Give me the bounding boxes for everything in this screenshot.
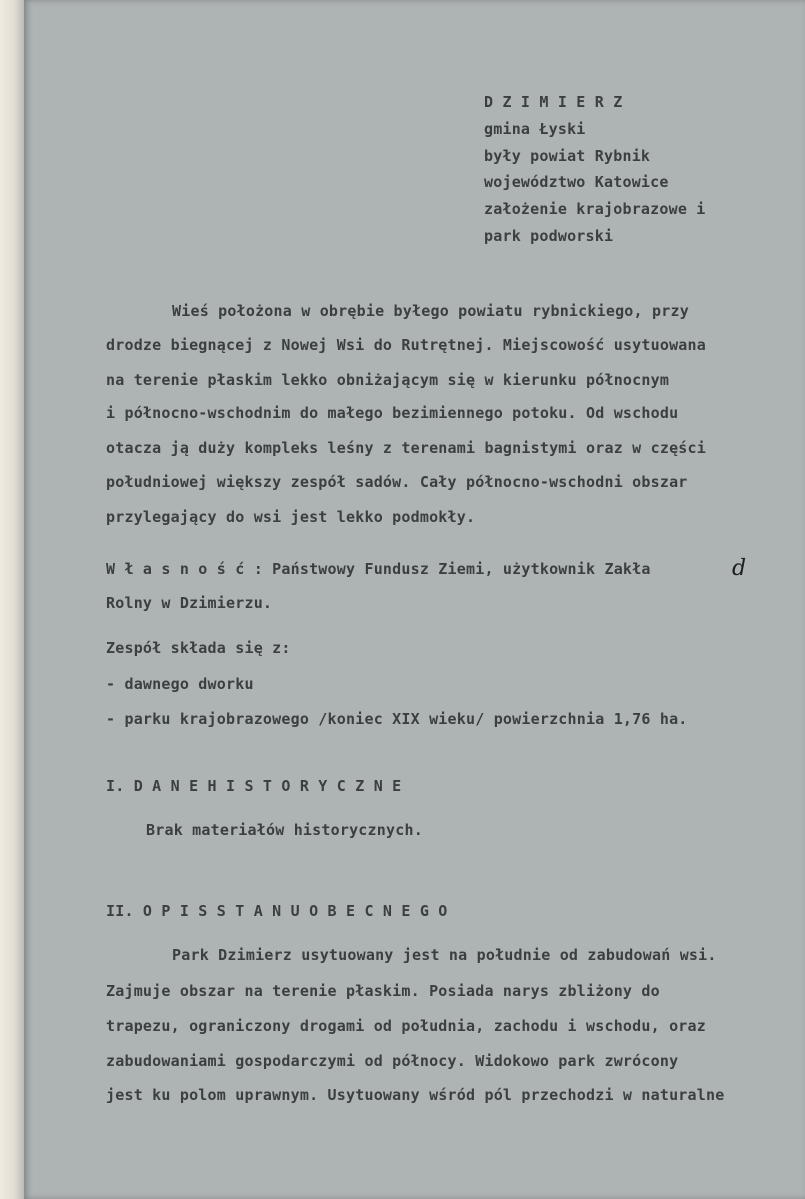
complex-item-2: - parku krajobrazowego /koniec XIX wieku/ powierzchnia 1,76 ha. (106, 710, 688, 728)
ownership-line-2: Rolny w Dzimierzu. (106, 594, 273, 612)
header-line-1: D Z I M I E R Z (484, 93, 623, 111)
intro-line-1: Wieś położona w obrębie byłego powiatu rybnickiego, przy (172, 302, 689, 320)
section-1-text: Brak materiałów historycznych. (146, 821, 423, 839)
section-2-line-4: zabudowaniami gospodarczymi od północy. Widokowo park zwrócony (106, 1052, 679, 1070)
section-2-line-2: Zajmuje obszar na terenie płaskim. Posiada narys zbliżony do (106, 982, 660, 1000)
section-2-heading: II. O P I S S T A N U O B E C N E G O (106, 902, 448, 920)
handwritten-correction: d (732, 556, 747, 581)
header-line-5: założenie krajobrazowe i (484, 200, 706, 218)
section-2-line-1: Park Dzimierz usytuowany jest na południe od zabudowań wsi. (172, 946, 717, 964)
section-2-line-5: jest ku polom uprawnym. Usytuowany wśród pól przechodzi w naturalne (106, 1086, 725, 1104)
header-line-6: park podworski (484, 227, 614, 245)
header-line-4: województwo Katowice (484, 173, 669, 191)
intro-line-3: na terenie płaskim lekko obniżającym się w kierunku północnym (106, 371, 670, 389)
section-1-heading: I. D A N E H I S T O R Y C Z N E (106, 777, 402, 795)
intro-line-6: południowej większy zespół sadów. Cały północno-wschodni obszar (106, 473, 688, 491)
intro-line-4: i północno-wschodnim do małego bezimiennego potoku. Od wschodu (106, 404, 679, 422)
section-2-line-3: trapezu, ograniczony drogami od południa, zachodu i wschodu, oraz (106, 1017, 706, 1035)
complex-item-1: - dawnego dworku (106, 675, 254, 693)
header-line-3: były powiat Rybnik (484, 147, 651, 165)
complex-intro: Zespół składa się z: (106, 639, 291, 657)
ownership-line-1: W ł a s n o ś ć : Państwowy Fundusz Ziemi, użytkownik Zakła (106, 560, 651, 578)
intro-line-2: drodze biegnącej z Nowej Wsi do Rutrętnej. Miejscowość usytuowana (106, 336, 706, 354)
intro-line-7: przylegający do wsi jest lekko podmokły. (106, 508, 476, 526)
header-line-2: gmina Łyski (484, 120, 586, 138)
typed-document-page (24, 0, 805, 1199)
binding-strip (0, 0, 24, 1199)
intro-line-5: otacza ją duży kompleks leśny z terenami bagnistymi oraz w części (106, 439, 706, 457)
